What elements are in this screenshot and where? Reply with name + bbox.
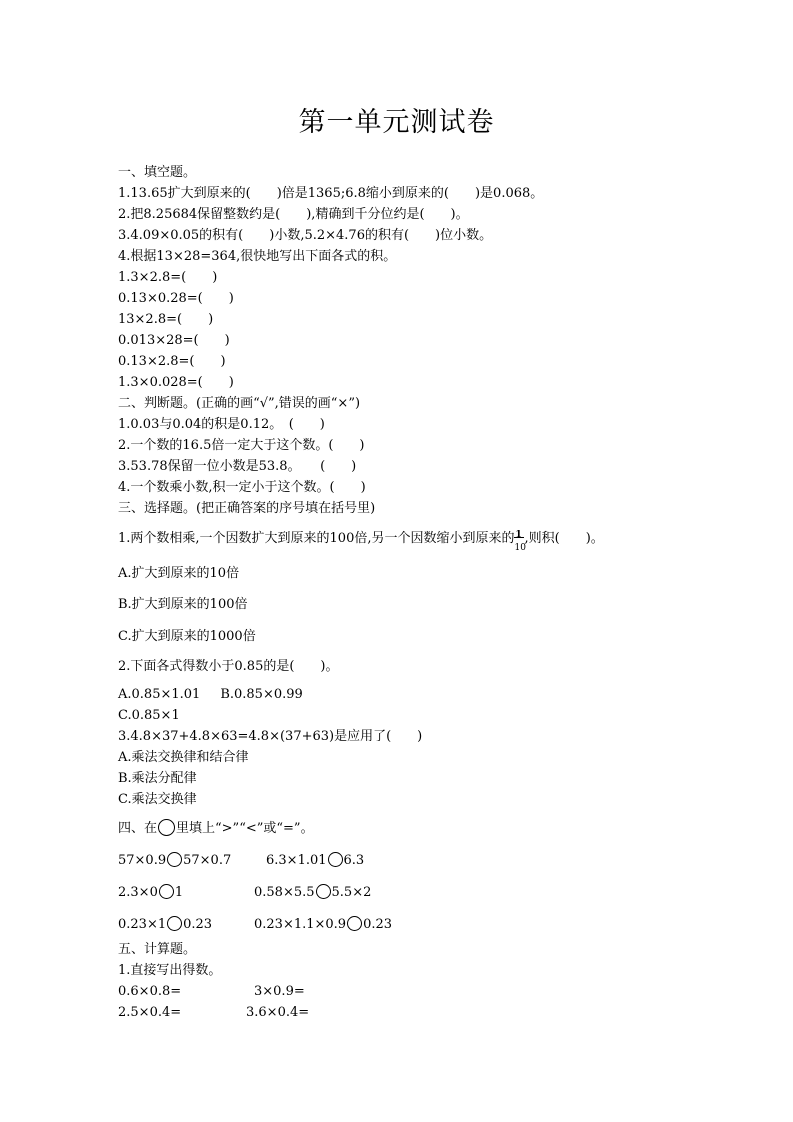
option-text bbox=[118, 685, 303, 705]
compare-circle[interactable] bbox=[347, 916, 362, 931]
option-text: C.乘法交换律 bbox=[118, 792, 197, 807]
compare-right: 5.5×2 bbox=[331, 885, 372, 900]
sub-item: 13×2.8=( ) bbox=[118, 312, 214, 327]
compare-item bbox=[266, 851, 364, 871]
page-title: 第一单元测试卷 bbox=[298, 107, 495, 138]
question-text: 2.下面各式得数小于0.85的是( )。 bbox=[118, 659, 339, 674]
option-text: A.乘法交换律和结合律 bbox=[118, 750, 249, 765]
section-heading-choice: 三、选择题。(把正确答案的序号填在括号里) bbox=[118, 501, 376, 516]
circle-icon bbox=[158, 819, 175, 836]
fraction-denominator: 10 bbox=[514, 543, 526, 553]
question-text: 1.0.03与0.04的积是0.12。 ( ) bbox=[118, 417, 325, 432]
section-heading-fill-blank: 一、填空题。 bbox=[118, 165, 197, 180]
compare-item bbox=[254, 883, 371, 903]
question-text bbox=[118, 528, 604, 553]
question-text-part: ,则积( )。 bbox=[524, 531, 604, 546]
heading-part: 里填上“>”“<”或“=”。 bbox=[176, 821, 314, 836]
option-text: C.0.85×1 bbox=[118, 708, 180, 723]
calc-item: 0.6×0.8= bbox=[118, 984, 182, 999]
compare-left: 0.23×1 bbox=[118, 917, 167, 932]
compare-circle[interactable] bbox=[159, 884, 174, 899]
option-text: C.扩大到原来的1000倍 bbox=[118, 629, 256, 644]
sub-item: 0.013×28=( ) bbox=[118, 333, 230, 348]
compare-item bbox=[118, 851, 231, 871]
compare-circle[interactable] bbox=[316, 884, 331, 899]
heading-part: 四、在 bbox=[118, 821, 158, 836]
compare-right: 1 bbox=[174, 885, 184, 900]
compare-item bbox=[118, 915, 212, 935]
question-text: 3.4.8×37+4.8×63=4.8×(37+63)是应用了( ) bbox=[118, 729, 423, 744]
compare-circle[interactable] bbox=[328, 852, 343, 867]
sub-item: 1.3×2.8=( ) bbox=[118, 270, 218, 285]
calc-item: 3×0.9= bbox=[254, 984, 305, 999]
compare-right: 0.23 bbox=[183, 917, 213, 932]
option-b: B.0.85×0.99 bbox=[220, 687, 303, 702]
compare-left: 0.58×5.5 bbox=[254, 885, 315, 900]
compare-left: 2.3×0 bbox=[118, 885, 158, 900]
compare-right: 6.3 bbox=[343, 853, 365, 868]
sub-item: 0.13×2.8=( ) bbox=[118, 354, 226, 369]
calc-item: 3.6×0.4= bbox=[246, 1005, 310, 1020]
question-text: 2.把8.25684保留整数约是( ),精确到千分位约是( )。 bbox=[118, 207, 469, 222]
fraction-numerator: 1 bbox=[515, 530, 522, 540]
compare-item bbox=[254, 915, 392, 935]
question-text: 3.53.78保留一位小数是53.8。 ( ) bbox=[118, 459, 357, 474]
section-heading-compare bbox=[118, 819, 314, 839]
question-text: 1.直接写出得数。 bbox=[118, 963, 222, 978]
option-a: A.0.85×1.01 bbox=[118, 687, 201, 702]
sub-item: 0.13×0.28=( ) bbox=[118, 291, 234, 306]
compare-circle[interactable] bbox=[167, 916, 182, 931]
option-text: B.扩大到原来的100倍 bbox=[118, 597, 248, 612]
question-text: 2.一个数的16.5倍一定大于这个数。( ) bbox=[118, 438, 365, 453]
fraction bbox=[514, 528, 526, 553]
question-text: 3.4.09×0.05的积有( )小数,5.2×4.76的积有( )位小数。 bbox=[118, 228, 493, 243]
compare-right: 0.23 bbox=[363, 917, 393, 932]
question-text-part: 1.两个数相乘,一个因数扩大到原来的100倍,另一个因数缩小到原来的 bbox=[118, 531, 515, 546]
compare-left: 6.3×1.01 bbox=[266, 853, 327, 868]
compare-left: 0.23×1.1×0.9 bbox=[254, 917, 347, 932]
compare-circle[interactable] bbox=[167, 852, 182, 867]
compare-right: 57×0.7 bbox=[183, 853, 232, 868]
sub-item: 1.3×0.028=( ) bbox=[118, 375, 234, 390]
section-heading-calculation: 五、计算题。 bbox=[118, 942, 197, 957]
calc-item: 2.5×0.4= bbox=[118, 1005, 182, 1020]
option-text: A.扩大到原来的10倍 bbox=[118, 566, 240, 581]
compare-left: 57×0.9 bbox=[118, 853, 167, 868]
option-text: B.乘法分配律 bbox=[118, 771, 197, 786]
question-text: 4.根据13×28=364,很快地写出下面各式的积。 bbox=[118, 249, 397, 264]
question-text: 4.一个数乘小数,积一定小于这个数。( ) bbox=[118, 480, 366, 495]
section-heading-true-false: 二、判断题。(正确的画“√”,错误的画“×”) bbox=[118, 396, 361, 411]
compare-item bbox=[118, 883, 183, 903]
question-text: 1.13.65扩大到原来的( )倍是1365;6.8缩小到原来的( )是0.068。 bbox=[118, 186, 544, 201]
